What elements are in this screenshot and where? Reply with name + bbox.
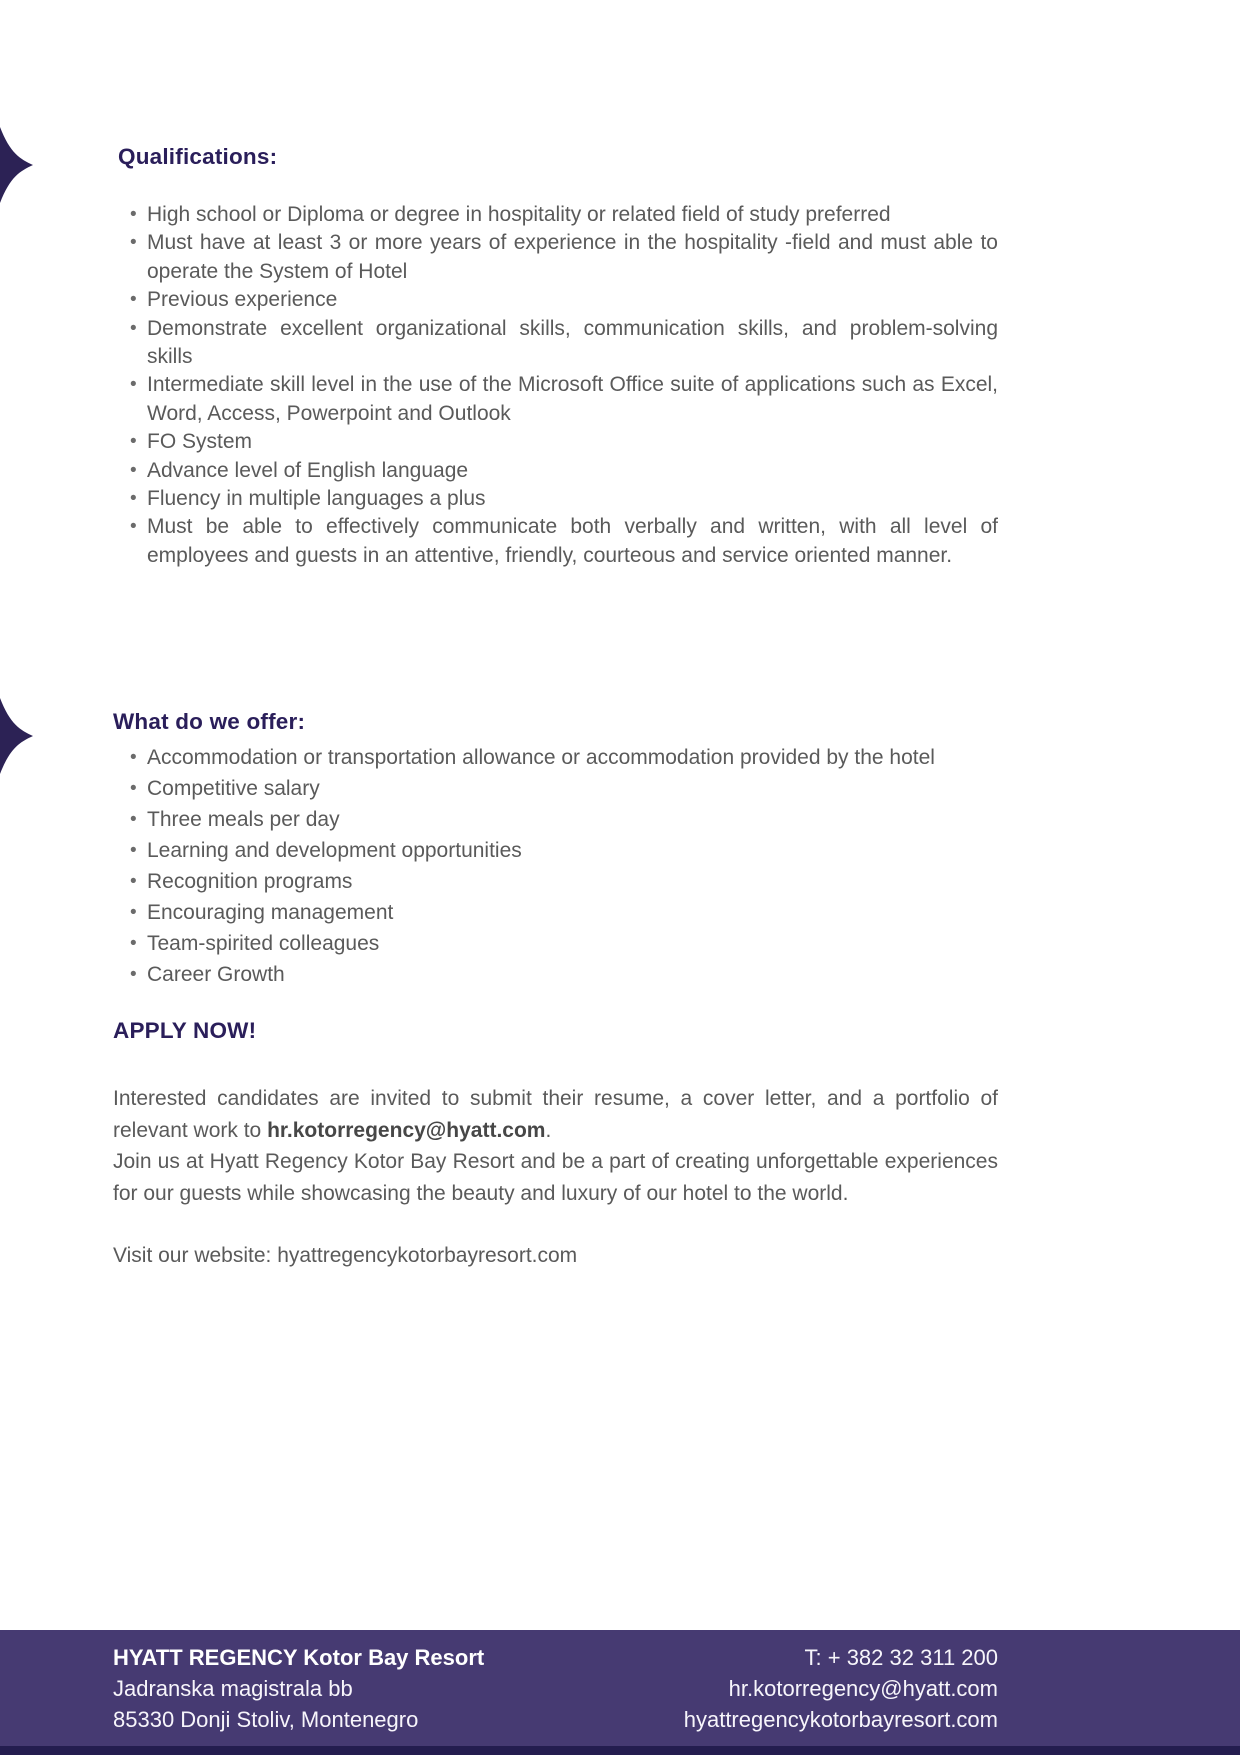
list-item: • Fluency in multiple languages a plus <box>130 485 998 513</box>
website-label: Visit our website: <box>113 1244 278 1268</box>
list-item: • High school or Diploma or degree in hospitality or related field of study preferred <box>130 201 998 229</box>
website-line <box>113 1240 998 1272</box>
list-item: • Demonstrate excellent organizational skills, communication skills, and problem-solving skills <box>130 315 998 372</box>
footer-bottom-strip <box>0 1746 1240 1755</box>
list-item: • Intermediate skill level in the use of the Microsoft Office suite of applications such as Excel, Word, Access, Powerpoint and Outlook <box>130 371 998 428</box>
list-item: • Must be able to effectively communicate both verbally and written, with all level of employees and guests in an attentive, friendly, courteous and service oriented manner. <box>130 513 998 570</box>
list-item: • Accommodation or transportation allowance or accommodation provided by the hotel <box>130 742 998 773</box>
join-us-paragraph: Join us at Hyatt Regency Kotor Bay Resort and be a part of creating unforgettable experiences for our guests while showcasing the beauty and luxury of our hotel to the world. <box>113 1150 998 1205</box>
list-item: • Must have at least 3 or more years of experience in the hospitality -field and must able to operate the System of Hotel <box>130 229 998 286</box>
offer-list <box>113 742 998 990</box>
apply-instructions-paragraph <box>113 1083 998 1146</box>
document-body <box>113 0 998 1272</box>
footer-address-line1: Jadranska magistrala bb <box>113 1676 353 1701</box>
list-item: • Learning and development opportunities <box>130 835 998 866</box>
list-item: • Previous experience <box>130 286 998 314</box>
list-item: • Competitive salary <box>130 773 998 804</box>
qualifications-heading: Qualifications: <box>118 144 278 169</box>
section-marker-icon <box>0 127 34 203</box>
footer-content <box>113 1630 998 1735</box>
footer-bar <box>0 1630 1240 1755</box>
list-item: • Recognition programs <box>130 866 998 897</box>
footer-contact-block <box>684 1642 998 1735</box>
offer-heading: What do we offer: <box>113 709 306 735</box>
website-url: hyattregencykotorbayresort.com <box>277 1244 578 1268</box>
footer-phone: T: + 382 32 311 200 <box>804 1645 998 1670</box>
list-item: • Team-spirited colleagues <box>130 928 998 959</box>
footer-address-block <box>113 1642 484 1735</box>
footer-address-line2: 85330 Donji Stoliv, Montenegro <box>113 1707 419 1732</box>
list-item: • Career Growth <box>130 959 998 990</box>
section-marker-icon <box>0 698 34 774</box>
apply-now-heading: APPLY NOW! <box>113 1018 257 1044</box>
qualifications-list <box>113 201 998 570</box>
list-item: • Three meals per day <box>130 804 998 835</box>
footer-website: hyattregencykotorbayresort.com <box>683 1707 998 1732</box>
footer-email: hr.kotorregency@hyatt.com <box>728 1676 998 1701</box>
list-item: • Advance level of English language <box>130 457 998 485</box>
apply-text: Interested candidates are invited to submit their resume, a cover letter, and a portfolio of relevant work to <box>113 1087 998 1142</box>
footer-hotel-name: HYATT REGENCY Kotor Bay Resort <box>113 1645 485 1670</box>
apply-text-period: . <box>545 1118 552 1142</box>
apply-email: hr.kotorregency@hyatt.com <box>267 1118 546 1142</box>
list-item: • Encouraging management <box>130 897 998 928</box>
list-item: • FO System <box>130 428 998 456</box>
